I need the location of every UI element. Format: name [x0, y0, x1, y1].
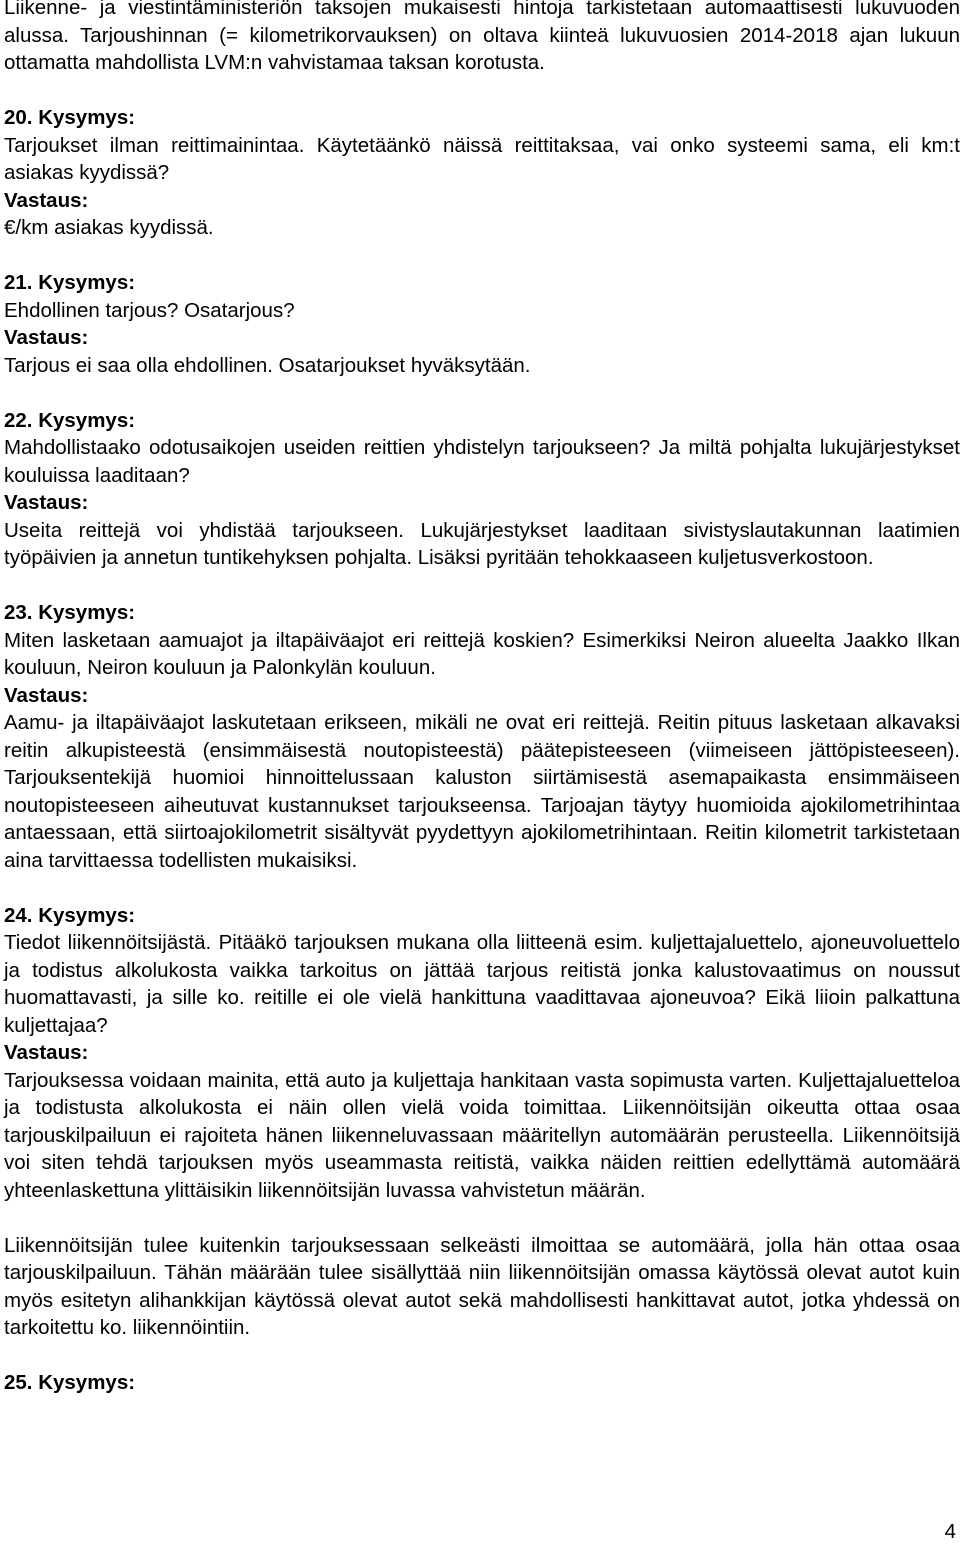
qa-item-20	[4, 104, 960, 242]
answer-text: Tarjous ei saa olla ehdollinen. Osatarjoukset hyväksytään.	[4, 353, 531, 377]
question-text: Tiedot liikennöitsijästä. Pitääkö tarjouksen mukana olla liitteenä esim. kuljettajaluettelo, ajoneuvoluettelo ja todistus alkolukosta vaikka tarkoitus on jättää tarjous reitistä jonka kalustovaatimus on noussut huomattavasti, ja sille ko. reitille ei ole vielä hankittuna vaadittavaa ajoneuvoa? Eikä liioin palkattuna kuljettajaa?	[4, 931, 960, 1037]
question-label: 24. Kysymys:	[4, 903, 136, 927]
qa-item-22	[4, 407, 960, 572]
question-text: Tarjoukset ilman reittimainintaa. Käytetäänkö näissä reittitaksaa, vai onko systeemi sama, eli km:t asiakas kyydissä?	[4, 133, 960, 184]
question-label: 23. Kysymys:	[4, 601, 136, 624]
answer-label: Vastaus:	[4, 326, 89, 349]
document-page	[4, 0, 960, 1397]
page-number: 4	[944, 1520, 956, 1543]
answer-label: Vastaus:	[4, 683, 89, 707]
question-text: Ehdollinen tarjous? Osatarjous?	[4, 298, 295, 322]
question-text: Miten lasketaan aamuajot ja iltapäiväajot eri reittejä koskien? Esimerkiksi Neiron alueelta Jaakko Ilkan kouluun, Neiron kouluun ja Palonkylän kouluun.	[4, 628, 960, 679]
question-label: 20. Kysymys:	[4, 106, 136, 129]
question-label: 22. Kysymys:	[4, 408, 136, 432]
answer-label: Vastaus:	[4, 188, 89, 212]
answer-text-continued: Liikennöitsijän tulee kuitenkin tarjouksessaan selkeästi ilmoittaa se automäärä, jolla hän ottaa osaa tarjouskilpailuun. Tähän määrään tulee sisällyttää niin liikennöitsijän omassa käytössä olevat autot kuin myös esitetyn alihankkijan käytössä olevat autot sekä mahdollisesti hankittavat autot, jotka yhdessä on tarkoitettu ko. liikennöintiin.	[4, 1233, 960, 1339]
question-label: 21. Kysymys:	[4, 271, 136, 294]
answer-text: Useita reittejä voi yhdistää tarjoukseen. Lukujärjestykset laaditaan sivistyslautakunnan laatimien työpäivien ja annetun tuntikehyksen pohjalta. Lisäksi pyritään tehokkaaseen kuljetusverkostoon.	[4, 518, 960, 569]
answer-label: Vastaus:	[4, 491, 89, 514]
qa-item-23	[4, 599, 960, 874]
next-question-label: 25. Kysymys:	[4, 1371, 136, 1394]
qa-item-21	[4, 269, 960, 379]
question-text: Mahdollistaako odotusaikojen useiden reittien yhdistelyn tarjoukseen? Ja miltä pohjalta lukujärjestykset kouluissa laaditaan?	[4, 436, 960, 487]
answer-label: Vastaus:	[4, 1041, 89, 1064]
answer-text: Tarjouksessa voidaan mainita, että auto ja kuljettaja hankitaan vasta sopimusta varten. Kuljettajaluetteloa ja todistusta alkolukosta ei näin ollen vielä voida toimittaa. Liikennöitsijän oikeutta ottaa osaa tarjouskilpailuun ei rajoiteta hänen liikenneluvassaan määritellyn automäärän perusteella. Liikennöitsijä voi siten tehdä tarjouksen myös useammasta reitistä, vaikka näiden reittien edellyttämä automäärä yhteenlaskettuna ylittäisikin liikennöitsijän luvassa vahvistetun määrän.	[4, 1068, 960, 1202]
answer-text: Aamu- ja iltapäiväajot laskutetaan erikseen, mikäli ne ovat eri reittejä. Reitin pituus lasketaan alkavaksi reitin alkupisteestä (ensimmäisestä noutopisteestä) päätepisteeseen (viimeiseen jättöpisteeseen). Tarjouksentekijä huomioi hinnoittelussaan kaluston siirtämisestä asemapaikasta ensimmäiseen noutopisteeseen aiheutuvat kustannukset tarjoukseensa. Tarjoajan täytyy huomioida ajokilometrihintaa antaessaan, että siirtoajokilometrit sisältyvät pyydettyyn ajokilometrihintaan. Reitin kilometrit tarkistetaan aina tarvittaessa todellisten mukaisiksi.	[4, 711, 960, 872]
answer-text: €/km asiakas kyydissä.	[4, 216, 214, 239]
qa-item-24	[4, 902, 960, 1342]
intro-paragraph: Liikenne- ja viestintäministeriön taksojen mukaisesti hintoja tarkistetaan automaattisesti lukuvuoden alussa. Tarjoushinnan (= kilometrikorvauksen) on oltava kiinteä lukuvuosien 2014-2018 ajan lukuun ottamatta mahdollista LVM:n vahvistamaa taksan korotusta.	[4, 0, 960, 74]
